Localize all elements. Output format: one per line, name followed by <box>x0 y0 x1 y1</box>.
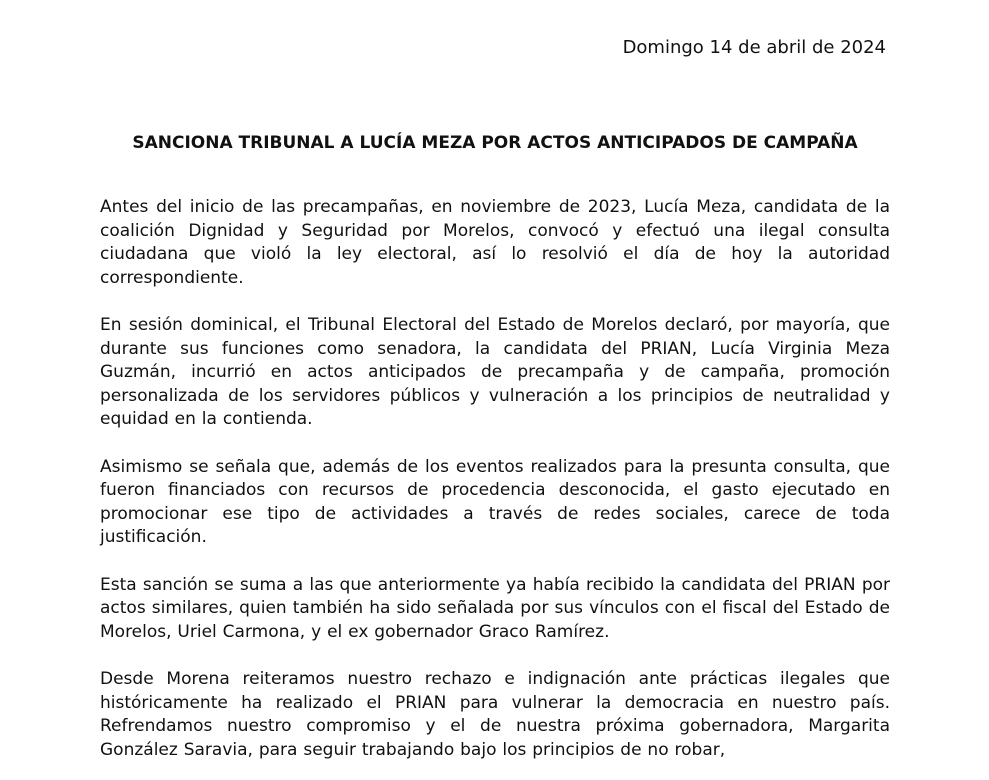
paragraph-3: Asimismo se señala que, además de los eventos realizados para la presunta consulta, que fueron financiados con recursos de procedencia desconocida, el gasto ejecutado en promocionar ese tipo de actividades a través de redes sociales, carece de toda justificación. <box>100 456 890 547</box>
paragraph-1: Antes del inicio de las precampañas, en noviembre de 2023, Lucía Meza, candidata de la coalición Dignidad y Seguridad por Morelos, convocó y efectuó una ilegal consulta ciudadana que violó la ley electoral, así lo resolvió el día de hoy la autoridad correspondiente. <box>100 197 890 288</box>
paragraph-4: Esta sanción se suma a las que anteriormente ya había recibido la candidata del PRIAN por actos similares, quien también ha sido señalada por sus vínculos con el fiscal del Estado de Morelos, Uriel Carmona, y el ex gobernador Graco Ramírez. <box>100 574 890 642</box>
document-date: Domingo 14 de abril de 2024 <box>622 37 886 58</box>
document-title: SANCIONA TRIBUNAL A LUCÍA MEZA POR ACTOS ANTICIPADOS DE CAMPAÑA <box>132 133 858 153</box>
paragraph-2: En sesión dominical, el Tribunal Electoral del Estado de Morelos declaró, por mayoría, que durante sus funciones como senadora, la candidata del PRIAN, Lucía Virginia Meza Guzmán, incurrió en actos anticipados de precampaña y de campaña, promoción personalizada de los servidores públicos y vulneración a los principios de neutralidad y equidad en la contienda. <box>100 315 890 429</box>
paragraph-5: Desde Morena reiteramos nuestro rechazo e indignación ante prácticas ilegales que históricamente ha realizado el PRIAN para vulnerar la democracia en nuestro país. Refrendamos nuestro compromiso y el de nuestra próxima gobernadora, Margarita González Saravia, para seguir trabajando bajo los principios de no robar, <box>100 669 890 760</box>
document-body <box>100 196 890 780</box>
